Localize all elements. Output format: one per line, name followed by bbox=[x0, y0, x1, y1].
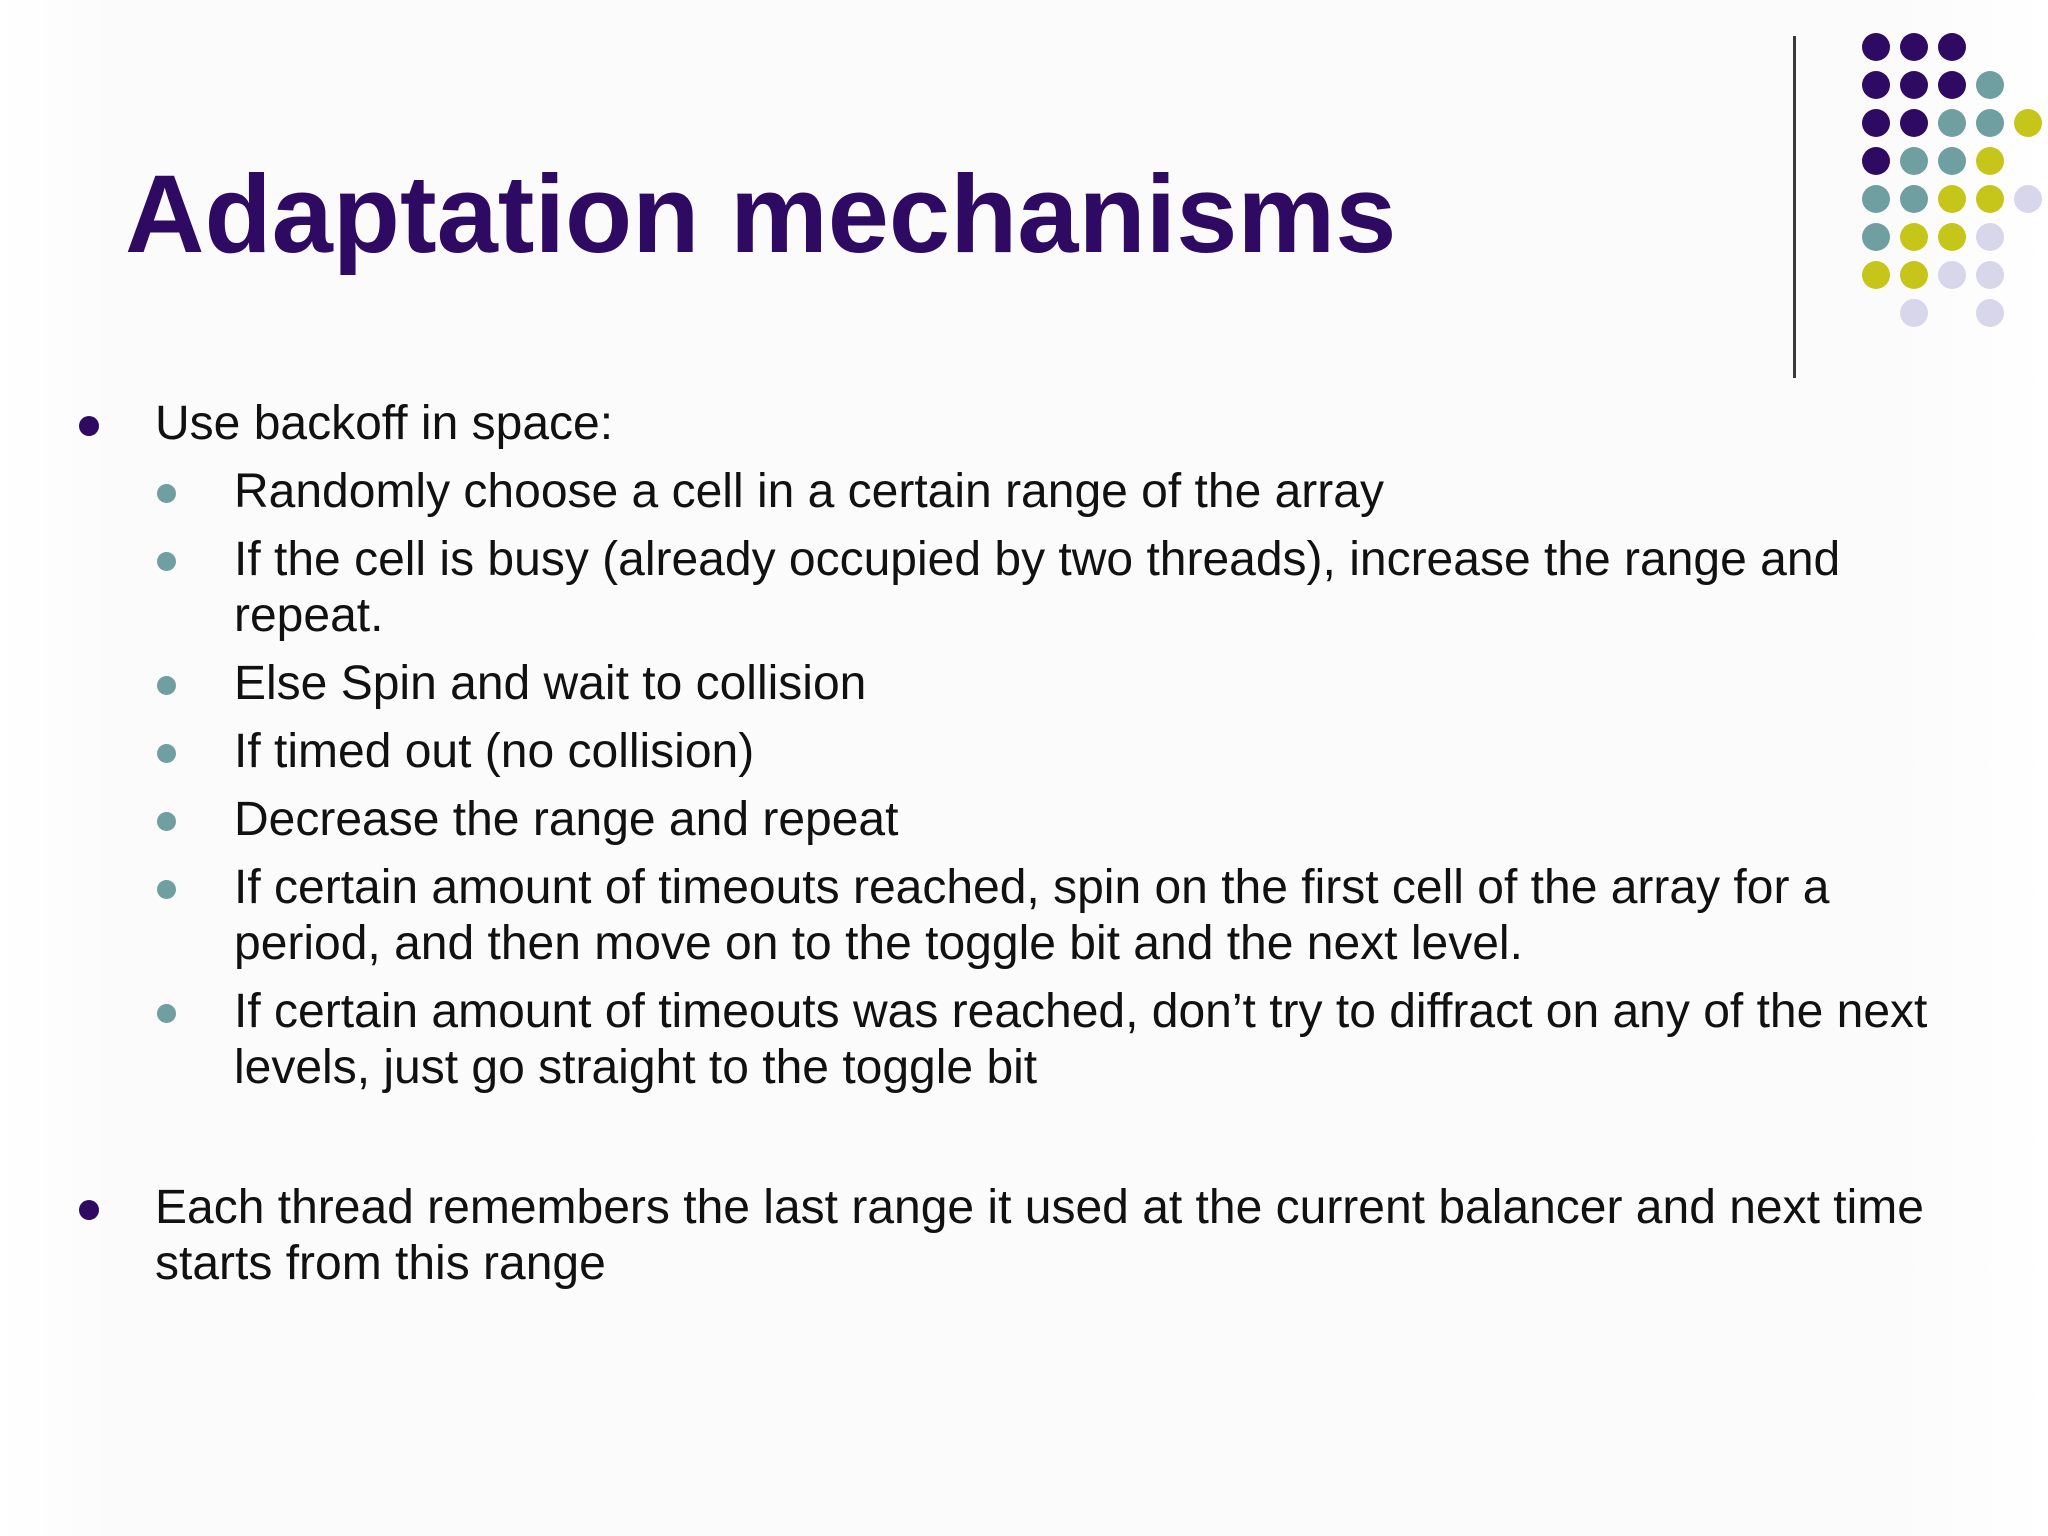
sub-bullet-text: If timed out (no collision) bbox=[234, 725, 755, 778]
decor-dot bbox=[2014, 185, 2042, 213]
decor-dot bbox=[2014, 109, 2042, 137]
decor-dot bbox=[1862, 33, 1890, 61]
sub-bullet-dot-icon bbox=[157, 1004, 176, 1023]
decor-dot bbox=[1900, 109, 1928, 137]
decor-dot bbox=[1862, 185, 1890, 213]
sub-bullet-text: If the cell is busy (already occupied by two threads), increase the range and repeat. bbox=[234, 533, 1841, 642]
decor-dot bbox=[1976, 299, 2004, 327]
decor-dot bbox=[1976, 261, 2004, 289]
sub-bullet-dot-icon bbox=[157, 484, 176, 503]
sub-bullet-text: Else Spin and wait to collision bbox=[234, 657, 867, 710]
decor-dot bbox=[1976, 185, 2004, 213]
decor-dot bbox=[1938, 33, 1966, 61]
bullet-dot-icon bbox=[79, 1200, 99, 1220]
decor-dot bbox=[1938, 223, 1966, 251]
decor-dot bbox=[1976, 223, 2004, 251]
bullet-text: Use backoff in space: bbox=[155, 397, 614, 450]
decor-dot bbox=[1900, 299, 1928, 327]
slide-title: Adaptation mechanisms bbox=[125, 153, 1397, 276]
sub-bullet-dot-icon bbox=[157, 744, 176, 763]
decor-dot bbox=[1862, 147, 1890, 175]
sub-bullet-text: If certain amount of timeouts was reached, don’t try to diffract on any of the next levels, just go straight to the toggle bit bbox=[234, 985, 1928, 1094]
decor-dot bbox=[1976, 71, 2004, 99]
decor-dot bbox=[1938, 147, 1966, 175]
decor-dot bbox=[1862, 261, 1890, 289]
decor-dot bbox=[1862, 71, 1890, 99]
sub-bullet-text: Randomly choose a cell in a certain range of the array bbox=[234, 465, 1384, 518]
decor-dot bbox=[1862, 223, 1890, 251]
decor-dot bbox=[1900, 223, 1928, 251]
decor-dot bbox=[1900, 147, 1928, 175]
bullet-text: Each thread remembers the last range it used at the current balancer and next time starts from this range bbox=[155, 1181, 1924, 1290]
decor-dot bbox=[1938, 109, 1966, 137]
decor-dot bbox=[1900, 185, 1928, 213]
bullet-dot-icon bbox=[79, 416, 99, 436]
sub-bullet-dot-icon bbox=[157, 676, 176, 695]
sub-bullet-text: Decrease the range and repeat bbox=[234, 793, 899, 846]
decor-dot bbox=[1938, 185, 1966, 213]
sub-bullet-dot-icon bbox=[157, 812, 176, 831]
decor-dot bbox=[1938, 71, 1966, 99]
vertical-divider bbox=[1793, 36, 1796, 378]
sub-bullet-dot-icon bbox=[157, 552, 176, 571]
decor-dot bbox=[1976, 147, 2004, 175]
sub-bullet-dot-icon bbox=[157, 880, 176, 899]
decor-dot bbox=[1862, 109, 1890, 137]
decor-dot bbox=[1938, 261, 1966, 289]
decor-dot bbox=[1900, 71, 1928, 99]
decor-dot bbox=[1976, 109, 2004, 137]
decor-dot bbox=[1900, 261, 1928, 289]
decor-dot bbox=[1900, 33, 1928, 61]
sub-bullet-text: If certain amount of timeouts reached, spin on the first cell of the array for a period, and then move on to the toggle bit and the next level. bbox=[234, 861, 1830, 970]
